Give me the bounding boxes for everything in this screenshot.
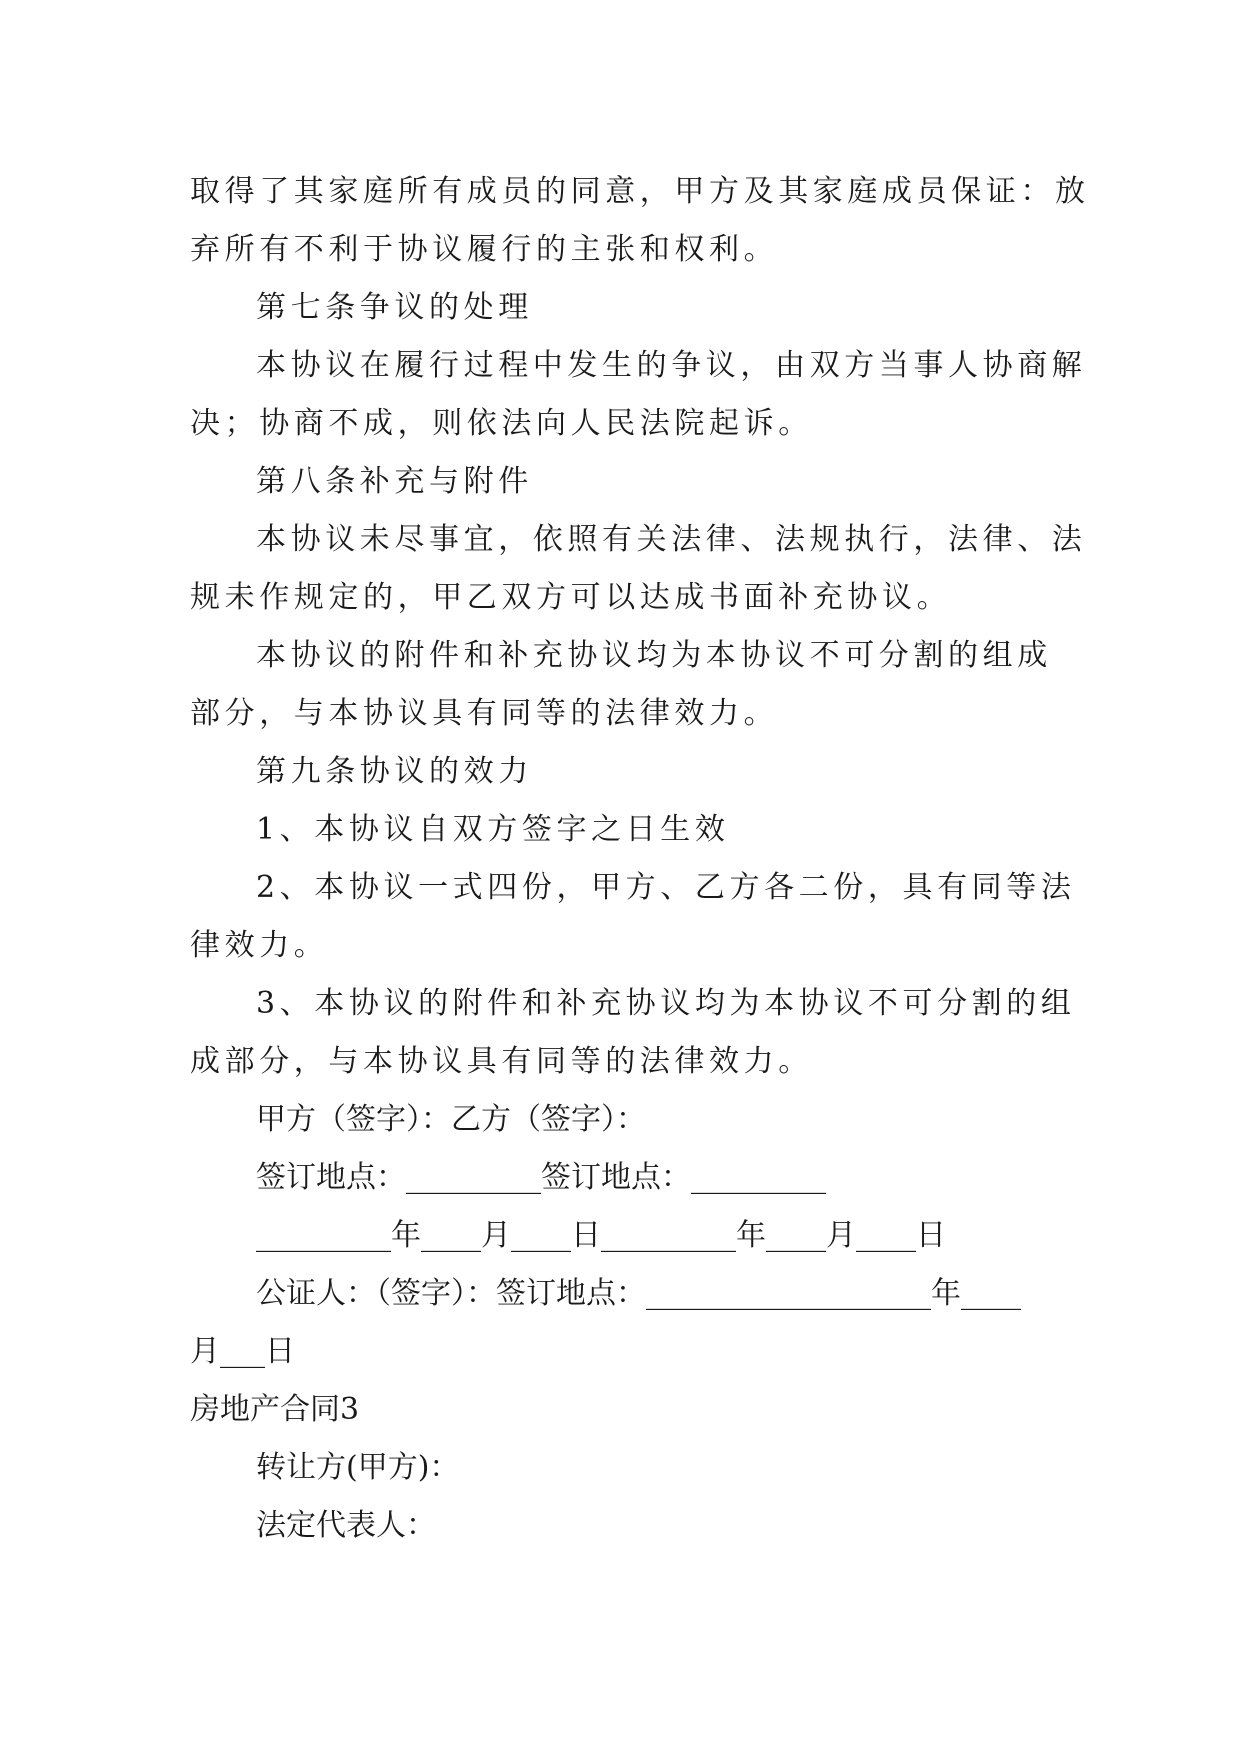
- paragraph-line: 本协议在履行过程中发生的争议，由双方当事人协商解: [256, 348, 1087, 383]
- paragraph-line: 部分，与本协议具有同等的法律效力。: [190, 696, 779, 731]
- list-item: 1、本协议自双方签字之日生效: [256, 812, 730, 847]
- paragraph-line: 成部分，与本协议具有同等的法律效力。: [190, 1044, 813, 1079]
- paragraph-line: 本协议的附件和补充协议均为本协议不可分割的组成: [256, 638, 1052, 673]
- paragraph-line: 律效力。: [190, 928, 329, 963]
- section-heading: 第八条补充与附件: [256, 464, 533, 499]
- contract-title: 房地产合同3: [190, 1392, 360, 1427]
- party-line: 法定代表人：: [256, 1508, 436, 1543]
- paragraph-line: 本协议未尽事宜，依照有关法律、法规执行，法律、法: [256, 522, 1087, 557]
- section-heading: 第七条争议的处理: [256, 290, 533, 325]
- signing-date-line: _________年____月____日_________年____月____日: [256, 1218, 946, 1253]
- paragraph-line: 弃所有不利于协议履行的主张和权利。: [190, 232, 779, 267]
- paragraph-line: 决；协商不成，则依法向人民法院起诉。: [190, 406, 813, 441]
- list-item: 2、本协议一式四份，甲方、乙方各二份，具有同等法: [256, 870, 1076, 905]
- notary-line: 公证人：（签字）：签订地点：___________________年____: [256, 1276, 1021, 1311]
- signing-place-line: 签订地点：_________签订地点：_________: [256, 1160, 826, 1195]
- signature-line: 甲方（签字）：乙方（签字）：: [256, 1102, 646, 1137]
- notary-date-line: 月___日: [190, 1334, 295, 1369]
- section-heading: 第九条协议的效力: [256, 754, 533, 789]
- list-item: 3、本协议的附件和补充协议均为本协议不可分割的组: [256, 986, 1076, 1021]
- party-line: 转让方(甲方)：: [256, 1450, 460, 1485]
- paragraph-line: 取得了其家庭所有成员的同意，甲方及其家庭成员保证：放: [190, 174, 1090, 209]
- paragraph-line: 规未作规定的，甲乙双方可以达成书面补充协议。: [190, 580, 952, 615]
